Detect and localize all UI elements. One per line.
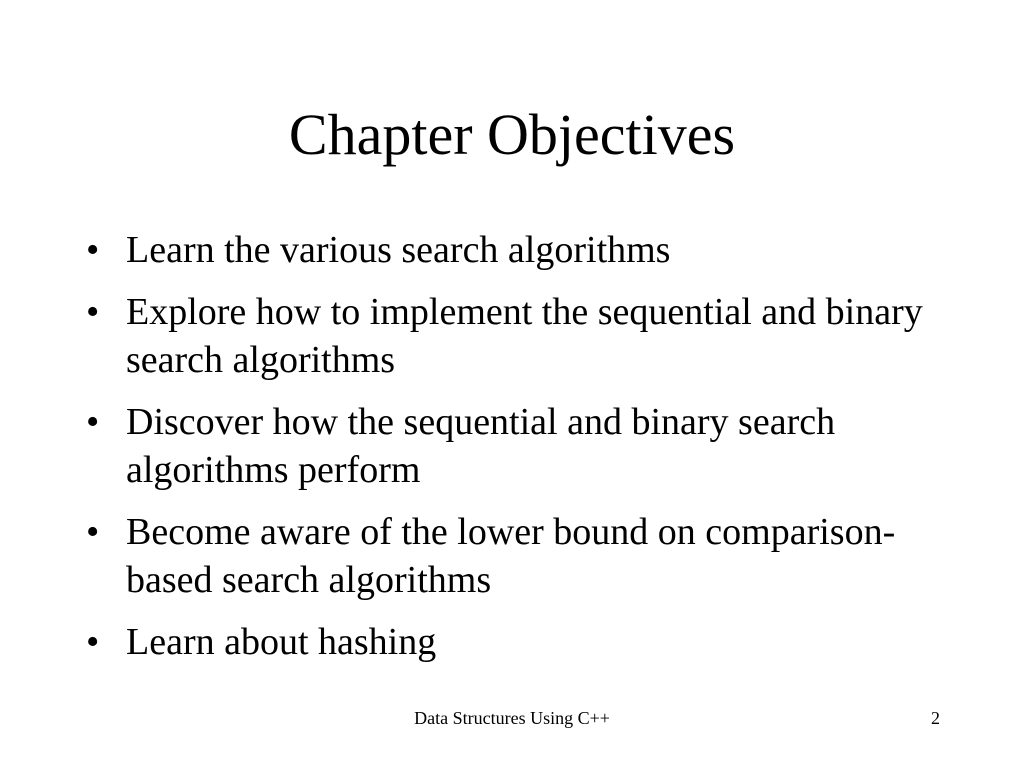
bullet-text: Explore how to implement the sequential and binary search algorithms	[126, 291, 923, 381]
list-item	[86, 618, 946, 666]
page-number: 2	[931, 708, 940, 728]
bullet-icon: •	[86, 291, 100, 333]
bullet-icon: •	[86, 511, 100, 553]
slide-footer: Data Structures Using C++	[414, 708, 610, 728]
list-item	[86, 226, 946, 274]
bullet-icon: •	[86, 401, 100, 443]
bullet-text: Learn the various search algorithms	[126, 229, 671, 271]
bullet-text: Learn about hashing	[126, 621, 437, 663]
list-item	[86, 398, 946, 494]
list-item	[86, 508, 946, 604]
objectives-list	[86, 226, 946, 680]
bullet-text: Become aware of the lower bound on comparison-based search algorithms	[126, 511, 896, 601]
slide-title: Chapter Objectives	[288, 102, 736, 167]
bullet-icon: •	[86, 229, 100, 271]
list-item	[86, 288, 946, 384]
bullet-icon: •	[86, 621, 100, 663]
bullet-text: Discover how the sequential and binary search algorithms perform	[126, 401, 836, 491]
